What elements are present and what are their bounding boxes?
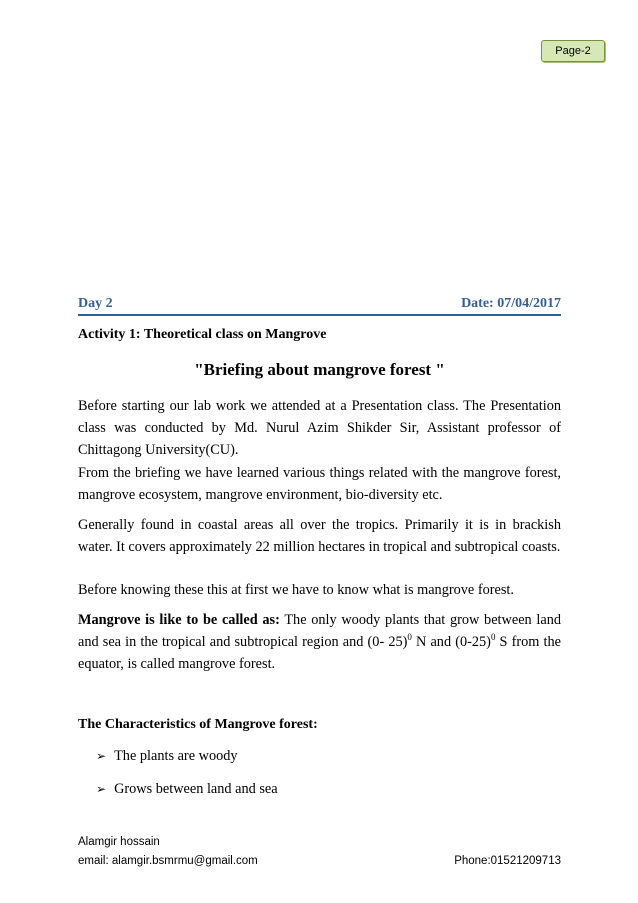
footer-phone: Phone:01521209713: [454, 855, 561, 867]
briefing-title: "Briefing about mangrove forest ": [194, 360, 445, 379]
definition-label: Mangrove is like to be called as:: [78, 612, 280, 628]
day-header: [78, 296, 561, 316]
date-value: 07/04/2017: [497, 296, 561, 311]
list-item-text: Grows between land and sea: [114, 781, 278, 797]
page-number-badge: Page-2: [541, 40, 605, 62]
degree-sup-2: 0: [490, 632, 496, 643]
day-label: Day 2: [78, 296, 113, 311]
page-footer: [78, 833, 561, 871]
paragraph-briefing: From the briefing we have learned various things related with the mangrove forest, mangrove ecosystem, mangrove environment, bio-diversity etc.: [78, 465, 561, 503]
footer-name: Alamgir hossain: [78, 836, 160, 848]
characteristics-title: The Characteristics of Mangrove forest:: [78, 717, 318, 732]
date: [461, 296, 561, 312]
paragraph-intro: Before knowing these this at first we have to know what is mangrove forest.: [78, 582, 514, 598]
definition-text-1: The only woody plants that grow between land and sea in the tropical and subtropical region and (0- 25): [78, 612, 561, 650]
definition-text-3: S from the equator, is called mangrove forest.: [78, 634, 561, 672]
list-item: [96, 748, 238, 765]
paragraph-definition: [78, 609, 561, 675]
arrow-bullet-icon: ➢: [96, 782, 107, 796]
definition-text-2: N and (0-25): [411, 634, 491, 650]
date-label: Date:: [461, 296, 498, 311]
paragraph-presentation: Before starting our lab work we attended at a Presentation class. The Presentation class was conducted by Md. Nurul Azim Shikder Sir, Assistant professor of Chittagong University(CU).: [78, 398, 561, 458]
footer-email: email: alamgir.bsmrmu@gmail.com: [78, 855, 258, 867]
list-item: [96, 781, 278, 798]
paragraph-location: Generally found in coastal areas all over the tropics. Primarily it is in brackish water. It covers approximately 22 million hectares in tropical and subtropical coasts.: [78, 517, 561, 555]
degree-sup-1: 0: [407, 632, 412, 643]
list-item-text: The plants are woody: [114, 748, 238, 764]
activity-title: Activity 1: Theoretical class on Mangrove: [78, 327, 327, 342]
arrow-bullet-icon: ➢: [96, 749, 107, 763]
